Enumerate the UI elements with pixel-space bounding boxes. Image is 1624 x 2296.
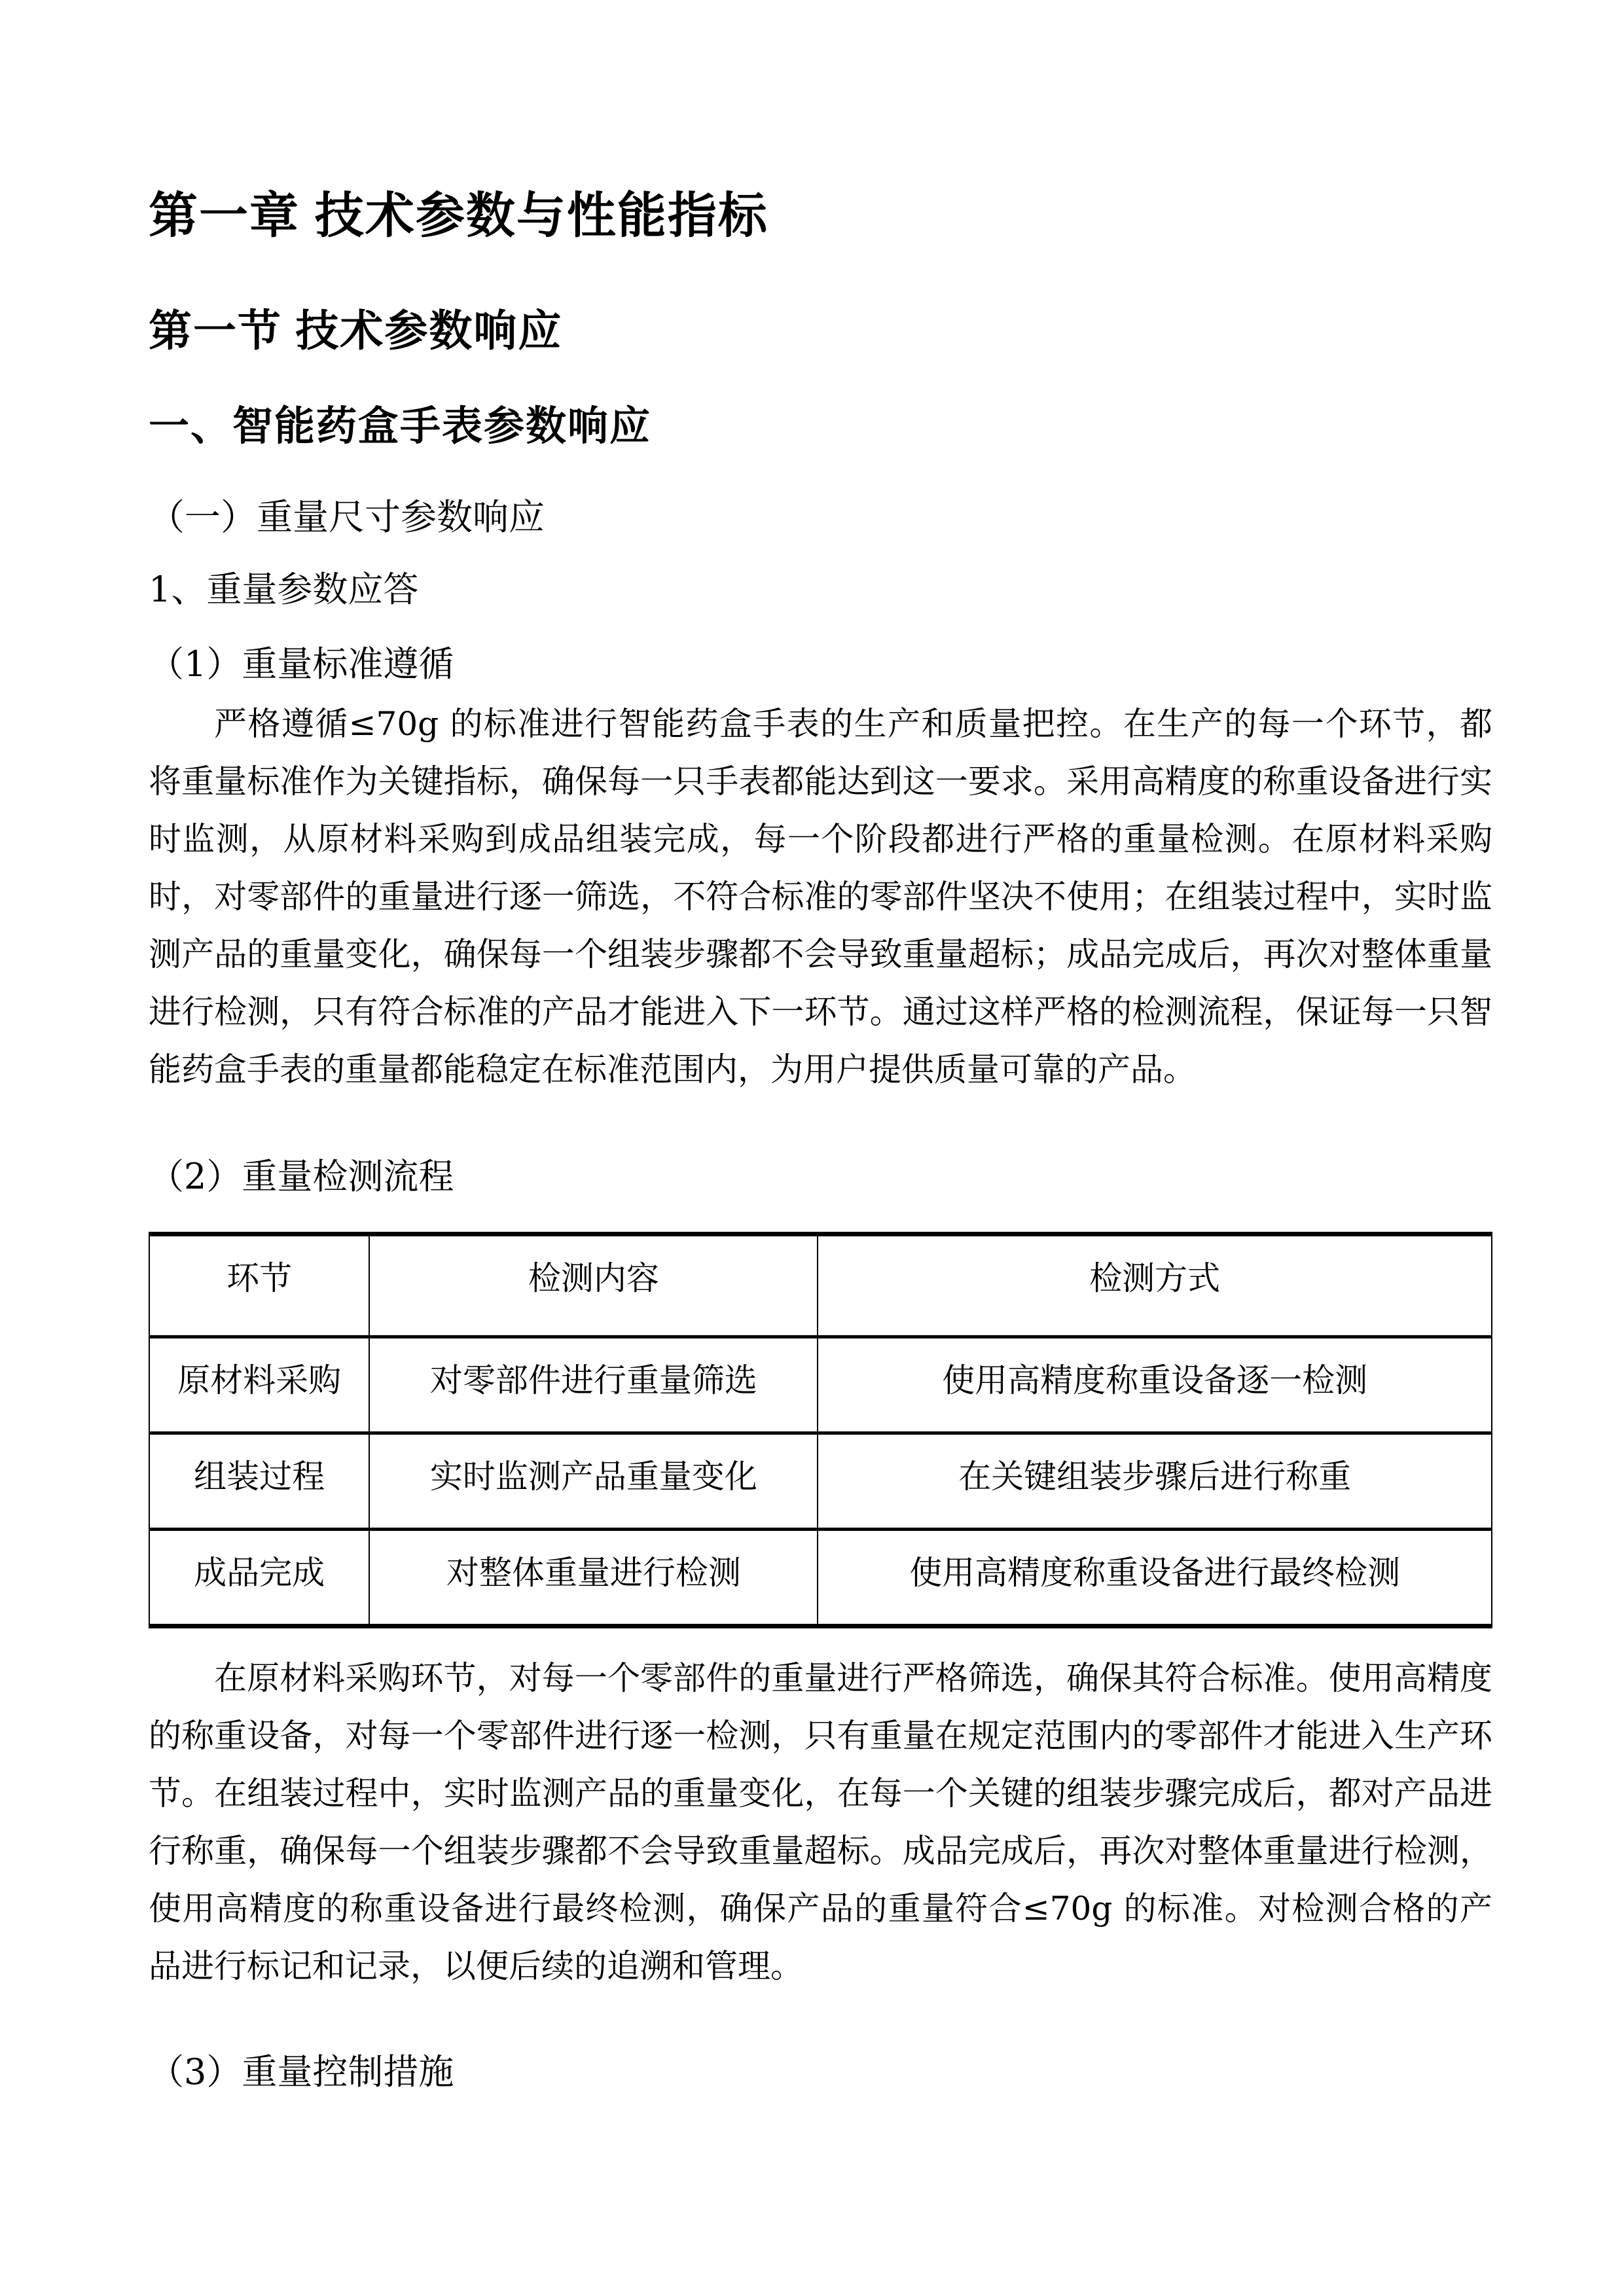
table-cell: 原材料采购 bbox=[149, 1336, 369, 1433]
table-cell: 对零部件进行重量筛选 bbox=[369, 1336, 818, 1433]
item-heading-2: （2）重量检测流程 bbox=[149, 1156, 454, 1198]
table-header-cell-stage: 环节 bbox=[149, 1234, 369, 1336]
section-heading: 第一节 技术参数响应 bbox=[149, 306, 563, 355]
table-row bbox=[149, 1529, 1492, 1626]
item-heading-3: （3）重量控制措施 bbox=[149, 2051, 454, 2092]
table-cell: 使用高精度称重设备逐一检测 bbox=[818, 1336, 1492, 1433]
chapter-heading: 第一章 技术参数与性能指标 bbox=[149, 188, 768, 243]
table-row bbox=[149, 1433, 1492, 1529]
table-header-row bbox=[149, 1234, 1492, 1336]
paragraph-weight-standard: 严格遵循≤70g 的标准进行智能药盒手表的生产和质量把控。在生产的每一个环节，都将重量标准作为关键指标，确保每一只手表都能达到这一要求。采用高精度的称重设备进行实时监测，从原材料采购到成品组装完成，每一个阶段都进行严格的重量检测。在原材料采购时，对零部件的重量进行逐一筛选，不符合标准的零部件坚决不使用；在组装过程中，实时监测产品的重量变化，确保每一个组装步骤都不会导致重量超标；成品完成后，再次对整体重量进行检测，只有符合标准的产品才能进入下一环节。通过这样严格的检测流程，保证每一只智能药盒手表的重量都能稳定在标准范围内，为用户提供质量可靠的产品。 bbox=[149, 705, 1492, 1089]
table-cell: 对整体重量进行检测 bbox=[369, 1529, 818, 1626]
table-cell: 实时监测产品重量变化 bbox=[369, 1433, 818, 1529]
inspection-process-table bbox=[149, 1232, 1492, 1628]
subsection-heading-level3: 1、重量参数应答 bbox=[149, 569, 419, 611]
paragraph-inspection-detail: 在原材料采购环节，对每一个零部件的重量进行严格筛选，确保其符合标准。使用高精度的称重设备，对每一个零部件进行逐一检测，只有重量在规定范围内的零部件才能进入生产环节。在组装过程中，实时监测产品的重量变化，在每一个关键的组装步骤完成后，都对产品进行称重，确保每一个组装步骤都不会导致重量超标。成品完成后，再次对整体重量进行检测，使用高精度的称重设备进行最终检测，确保产品的重量符合≤70g 的标准。对检测合格的产品进行标记和记录，以便后续的追溯和管理。 bbox=[149, 1659, 1492, 1985]
table-cell: 成品完成 bbox=[149, 1529, 369, 1626]
table-row bbox=[149, 1336, 1492, 1433]
table-cell: 使用高精度称重设备进行最终检测 bbox=[818, 1529, 1492, 1626]
subsection-heading-level1: 一、智能药盒手表参数响应 bbox=[149, 404, 652, 450]
table-header-cell-content: 检测内容 bbox=[369, 1234, 818, 1336]
table-header-cell-method: 检测方式 bbox=[818, 1234, 1492, 1336]
item-heading-1: （1）重量标准遵循 bbox=[149, 643, 454, 685]
table-cell: 组装过程 bbox=[149, 1433, 369, 1529]
subsection-heading-level2: （一）重量尺寸参数响应 bbox=[149, 496, 545, 539]
table-cell: 在关键组装步骤后进行称重 bbox=[818, 1433, 1492, 1529]
